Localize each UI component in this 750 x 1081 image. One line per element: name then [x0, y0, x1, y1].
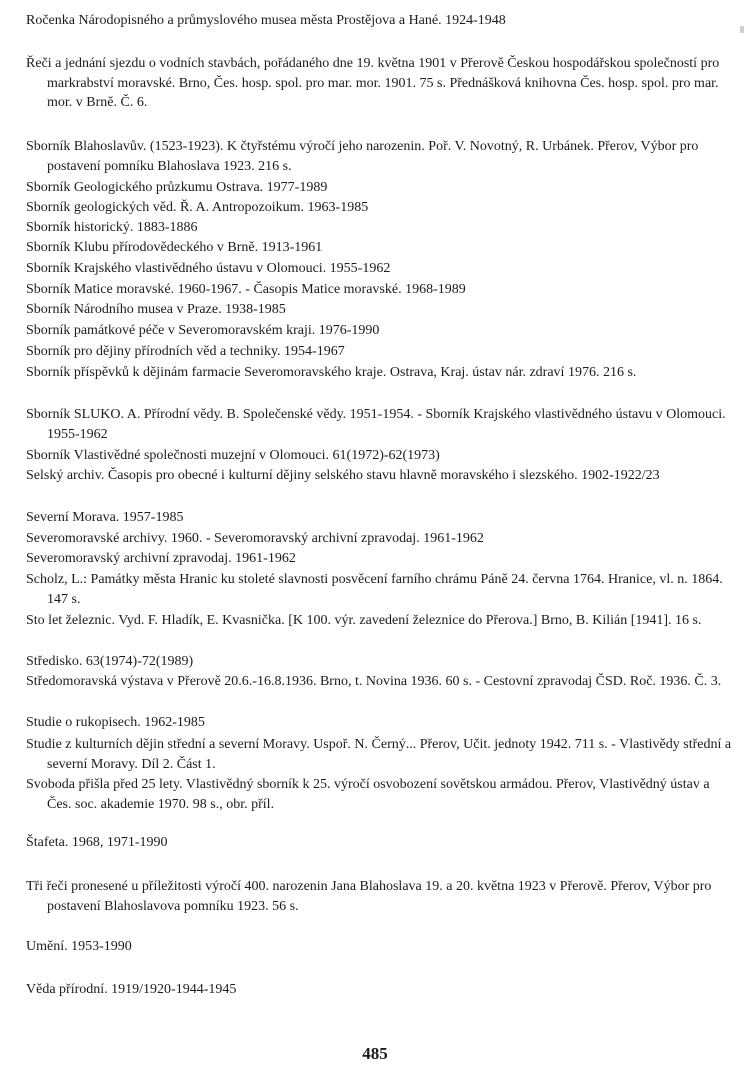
bibliography-entry: Sborník příspěvků k dějinám farmacie Severomoravského kraje. Ostrava, Kraj. ústav nár. zdraví 1976. 216 s.: [26, 365, 637, 380]
bibliography-entry: Sborník geologických věd. Ř. A. Antropozoikum. 1963-1985: [26, 200, 369, 215]
bibliography-entry: Sborník pro dějiny přírodních věd a techniky. 1954-1967: [26, 344, 345, 359]
bibliography-entry: Středomoravská výstava v Přerově 20.6.-16.8.1936. Brno, t. Novina 1936. 60 s. - Cestovní zpravodaj ČSD. Roč. 1936. Č. 3.: [26, 674, 722, 689]
bibliography-entry: Sborník Klubu přírodovědeckého v Brně. 1913-1961: [26, 240, 323, 255]
bibliography-entry: Sborník historický. 1883-1886: [26, 220, 198, 235]
bibliography-entry: Ročenka Národopisného a průmyslového musea města Prostějova a Hané. 1924-1948: [26, 13, 506, 28]
bibliography-entry: Umění. 1953-1990: [26, 939, 132, 954]
bibliography-entry: Sborník Krajského vlastivědného ústavu v Olomouci. 1955-1962: [26, 261, 391, 276]
bibliography-entry: Studie o rukopisech. 1962-1985: [26, 715, 205, 730]
bibliography-entry: Řeči a jednání sjezdu o vodních stavbách, pořádaného dne 19. května 1901 v Přerově Českou hospodářskou společností pro markrabství moravské. Brno, Čes. hosp. spol. pro mar. mor. 1901. 75 s. Přednášková knihovna Čes. hosp. spol. pro mar. mor. v Brně. Č. 6.: [26, 56, 720, 110]
bibliography-entry: Tři řeči pronesené u příležitosti výročí 400. narozenin Jana Blahoslava 19. a 20. května 1923 v Přerově. Přerov, Výbor pro postavení Blahoslavova pomníku 1923. 56 s.: [26, 879, 712, 914]
bibliography-entry: Severomoravský archivní zpravodaj. 1961-1962: [26, 551, 296, 566]
bibliography-entry: Sborník Blahoslavův. (1523-1923). K čtyřstému výročí jeho narozenin. Poř. V. Novotný, R. Urbánek. Přerov, Výbor pro postavení pomníku Blahoslava 1923. 216 s.: [26, 139, 699, 174]
bibliography-entry: Štafeta. 1968, 1971-1990: [26, 835, 168, 850]
bibliography-entry: Sborník Národního musea v Praze. 1938-1985: [26, 302, 286, 317]
bibliography-entry: Selský archiv. Časopis pro obecné i kulturní dějiny selského stavu hlavně moravského i slezského. 1902-1922/23: [26, 468, 660, 483]
bibliography-entry: Sborník Matice moravské. 1960-1967. - Časopis Matice moravské. 1968-1989: [26, 282, 466, 297]
bibliography-entry: Sto let železnic. Vyd. F. Hladík, E. Kvasnička. [K 100. výr. zavedení železnice do Přerova.] Brno, B. Kilián [1941]. 16 s.: [26, 613, 702, 628]
page-number: 485: [362, 1044, 388, 1063]
bibliography-entry: Sborník Geologického průzkumu Ostrava. 1977-1989: [26, 180, 328, 195]
bibliography-entry: Středisko. 63(1974)-72(1989): [26, 654, 194, 669]
bibliography-entry: Sborník SLUKO. A. Přírodní vědy. B. Společenské vědy. 1951-1954. - Sborník Krajského vlastivědného ústavu v Olomouci. 1955-1962: [26, 407, 726, 442]
bibliography-entry: Severní Morava. 1957-1985: [26, 510, 184, 525]
bibliography-entry: Severomoravské archivy. 1960. - Severomoravský archivní zpravodaj. 1961-1962: [26, 531, 484, 546]
scan-mark: [740, 26, 744, 33]
bibliography-entry: Studie z kulturních dějin střední a severní Moravy. Uspoř. N. Černý... Přerov, Učit. jednoty 1942. 711 s. - Vlastivědy střední a severní Moravy. Díl 2. Část 1.: [26, 737, 732, 772]
bibliography-entry: Svoboda přišla před 25 lety. Vlastivědný sborník k 25. výročí osvobození sovětskou armádou. Přerov, Vlastivědný ústav a Čes. soc. akademie 1970. 98 s., obr. příl.: [26, 777, 710, 812]
bibliography-entry: Věda přírodní. 1919/1920-1944-1945: [26, 982, 237, 997]
bibliography-entry: Scholz, L.: Památky města Hranic ku stoleté slavnosti posvěcení farního chrámu Páně 24. června 1764. Hranice, vl. n. 1864. 147 s.: [26, 572, 723, 607]
bibliography-entry: Sborník památkové péče v Severomoravském kraji. 1976-1990: [26, 323, 380, 338]
bibliography-entry: Sborník Vlastivědné společnosti muzejní v Olomouci. 61(1972)-62(1973): [26, 448, 440, 463]
